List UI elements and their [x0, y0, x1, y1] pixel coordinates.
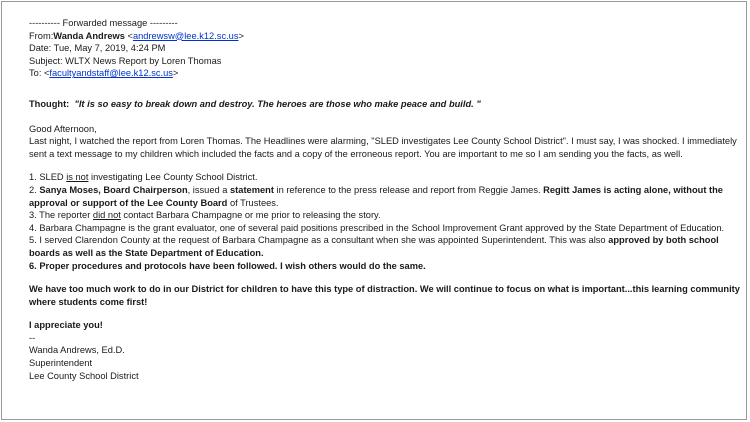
- appreciation-line: I appreciate you!: [29, 320, 103, 331]
- email-document: [29, 17, 741, 382]
- date-line: Date: Tue, May 7, 2019, 4:24 PM: [29, 43, 166, 54]
- list-item-5: 5. I served Clarendon County at the request of Barbara Champagne as a consultant when she was appointed Superintendent. This was also approved by both school boards as well as the State Department of Education.: [29, 235, 719, 258]
- thought-line: [29, 98, 741, 111]
- list-item-1: 1. SLED is not investigating Lee County School District.: [29, 172, 258, 183]
- from-line: [29, 30, 741, 43]
- to-bracket-close: >: [172, 68, 179, 79]
- list-item-2: 2. Sanya Moses, Board Chairperson, issued a statement in reference to the press release and report from Reggie James. Regitt James is acting alone, without the approval or support of the Lee County Board of Trustees.: [29, 184, 723, 208]
- from-email-link[interactable]: andrewsw@lee.k12.sc.us: [132, 30, 239, 41]
- from-label: From:: [29, 30, 54, 41]
- from-bracket-open: <: [124, 30, 133, 41]
- thought-label: Thought:: [29, 98, 70, 109]
- from-name: Wanda Andrews: [53, 30, 125, 41]
- from-bracket-close: >: [238, 30, 244, 41]
- thought-quote: "It is so easy to break down and destroy. The heroes are those who make peace and build. ": [74, 98, 481, 109]
- subject-line: Subject: WLTX News Report by Loren Thomas: [29, 55, 222, 66]
- closing-paragraph: We have too much work to do in our District for children to have this type of distraction. We will continue to focus on what is important...this learning community where students come first!: [29, 284, 740, 307]
- to-line: [29, 67, 741, 80]
- signature-organization: Lee County School District: [29, 370, 139, 381]
- list-item-3: 3. The reporter did not contact Barbara Champagne or me prior to releasing the story.: [29, 210, 381, 221]
- intro-paragraph: Last night, I watched the report from Loren Thomas. The Headlines were alarming, "SLED investigates Lee County School District". I must say, I was shocked. I immediately sent a text message to my children which included the facts and a copy of the erroneous report. You are important to me so I am sending you the facts, as well.: [29, 136, 737, 159]
- forwarded-header: ---------- Forwarded message ---------: [29, 18, 178, 28]
- to-email-link[interactable]: facultyandstaff@lee.k12.sc.us: [49, 68, 173, 79]
- signature-title: Superintendent: [29, 358, 93, 369]
- greeting: Good Afternoon,: [29, 123, 97, 134]
- list-item-4: 4. Barbara Champagne is the grant evaluator, one of several paid positions prescribed in the School Improvement Grant approved by the State Department of Education.: [29, 222, 725, 233]
- to-label: To: <: [29, 68, 50, 79]
- list-item-6: 6. Proper procedures and protocols have been followed. I wish others would do the same.: [29, 260, 426, 271]
- signature-separator: --: [29, 332, 36, 343]
- signature-name: Wanda Andrews, Ed.D.: [29, 345, 125, 356]
